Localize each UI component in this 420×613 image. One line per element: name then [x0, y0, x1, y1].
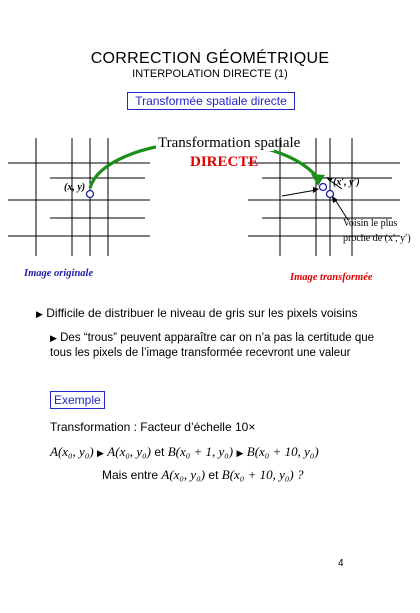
example-box: Exemple [50, 391, 105, 409]
formula2-prefix: Mais entre [102, 468, 159, 482]
formula2-mid: et [208, 468, 219, 482]
transform-diagram [0, 126, 420, 266]
page-number: 4 [338, 558, 344, 569]
section-box-title: Transformée spatiale directe [127, 92, 295, 110]
dest-point-label: (x′, y′) [333, 177, 360, 188]
pointer-arrow-3 [334, 198, 348, 220]
formula2-a: A(x₀, y₀) [161, 467, 206, 482]
formula-2 [102, 467, 303, 483]
transformed-image-caption: Image transformée [290, 272, 373, 283]
page-title: CORRECTION GÉOMÉTRIQUE [90, 50, 330, 67]
transformation-line: Transformation : Facteur d’échelle 10× [50, 420, 256, 434]
bullet-2 [50, 331, 390, 361]
neighbor-label-line2: proche de (x′, y′) [343, 233, 411, 244]
formula1-mid: et [154, 445, 165, 459]
direct-label: DIRECTE [190, 154, 259, 170]
transformed-point [320, 184, 327, 191]
transform-label: Transformation spatiale [158, 135, 301, 151]
bullet-1-text: Difficile de distribuer le niveau de gris sur les pixels voisins [46, 306, 358, 320]
bullet-1 [36, 306, 408, 322]
pointer-arrow-2 [282, 190, 316, 196]
formula2-b: B(x₀ + 10, y₀) ? [221, 467, 304, 482]
source-pixel [87, 191, 94, 198]
bullet-triangle-icon: ▶ [50, 333, 57, 343]
original-image-caption: Image originale [24, 268, 94, 279]
neighbor-label-line1: Voisin le plus [343, 218, 398, 229]
bullet-triangle-icon: ▶ [36, 309, 43, 319]
formula1-a: A(x₀, y₀) [50, 444, 94, 459]
bullet-2-text: Des “trous” peuvent apparaître car on n’a pas la certitude que tous les pixels de l’image transformée recevront une valeur [50, 332, 374, 359]
formula1-d: B(x₀ + 10, y₀) [246, 444, 319, 459]
arrow-triangle-icon: ▶ [236, 448, 244, 458]
formula1-b: A(x₀, y₀) [107, 444, 151, 459]
arrow-triangle-icon: ▶ [97, 448, 104, 458]
formula1-c: B(x₀ + 1, y₀) [167, 444, 234, 459]
source-point-label: (x, y) [64, 182, 86, 193]
page-subtitle: INTERPOLATION DIRECTE (1) [132, 68, 288, 80]
formula-1 [50, 444, 319, 460]
